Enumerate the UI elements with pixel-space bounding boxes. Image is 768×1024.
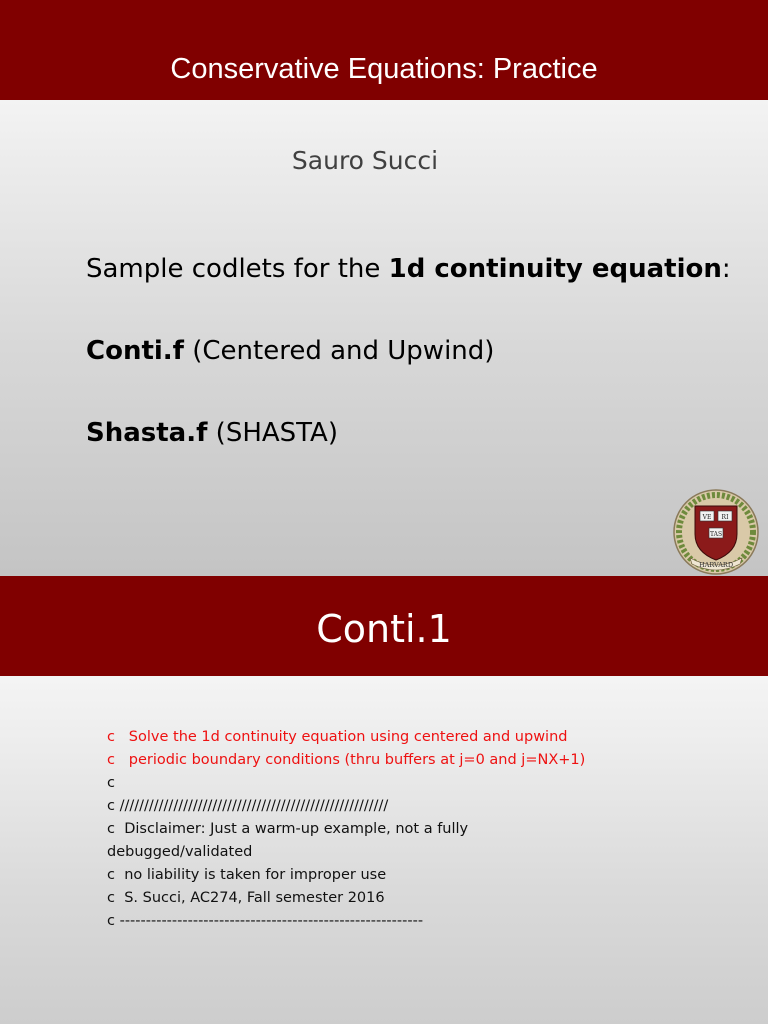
code-line: c no liability is taken for improper use <box>107 867 387 883</box>
harvard-seal-icon <box>672 488 760 576</box>
title-banner <box>0 0 768 100</box>
code-line: c Disclaimer: Just a warm-up example, not a fully <box>107 821 469 837</box>
slide-title: Conservative Equations: Practice <box>170 53 598 85</box>
code-line: c <box>107 775 115 791</box>
code-block <box>107 726 667 933</box>
seal-text-ve: VE <box>702 514 712 521</box>
code-line: c periodic boundary conditions (thru buffers at j=0 and j=NX+1) <box>107 752 586 768</box>
slide-2 <box>0 576 768 1024</box>
shasta-description: (SHASTA) <box>207 418 338 448</box>
intro-suffix: : <box>721 254 731 284</box>
seal-text-tas: TAS <box>709 531 723 538</box>
title-banner-2 <box>0 576 768 676</box>
conti-filename: Conti.f <box>86 336 184 366</box>
code-line: c /////////////////////////////////////////////////////// <box>107 798 389 814</box>
shasta-filename: Shasta.f <box>86 418 208 448</box>
author-name: Sauro Succi <box>291 146 439 175</box>
code-line: c Solve the 1d continuity equation using centered and upwind <box>107 729 568 745</box>
conti-line <box>86 331 494 371</box>
seal-ribbon-text: HARVARD <box>698 561 734 569</box>
conti-description: (Centered and Upwind) <box>183 336 495 366</box>
intro-bold: 1d continuity equation <box>388 254 722 284</box>
intro-line <box>86 249 731 289</box>
intro-prefix: Sample codlets for the <box>86 254 389 284</box>
code-line: c ---------------------------------------------------------- <box>107 913 424 929</box>
seal-text-ri: RI <box>721 514 729 521</box>
code-line: debugged/validated <box>107 844 253 860</box>
slide-2-title: Conti.1 <box>316 607 452 651</box>
code-line: c S. Succi, AC274, Fall semester 2016 <box>107 890 385 906</box>
shasta-line <box>86 413 338 453</box>
